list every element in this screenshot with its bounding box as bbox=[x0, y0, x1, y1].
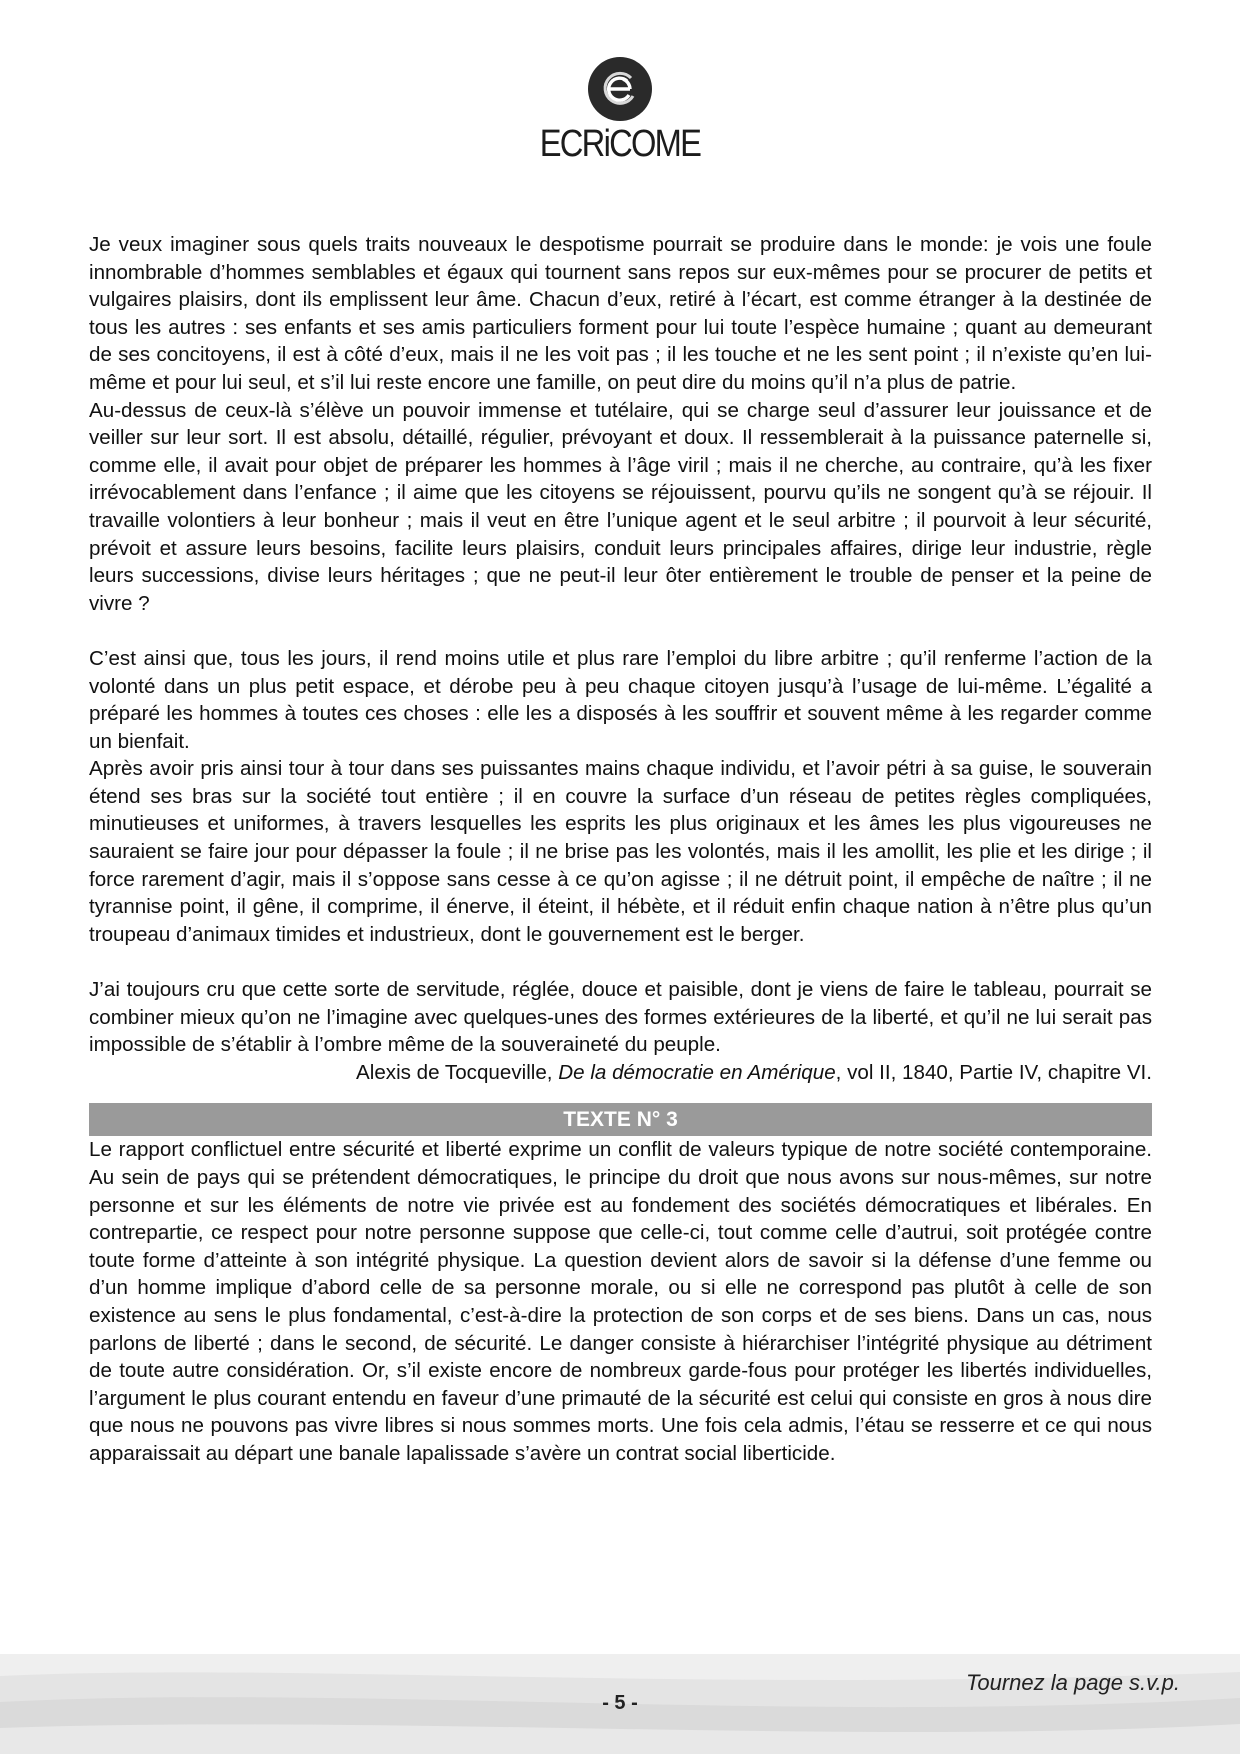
paragraph-spacer bbox=[89, 617, 1152, 645]
page-header bbox=[0, 56, 1240, 164]
citation bbox=[89, 1059, 1152, 1087]
citation-author: Alexis de Tocqueville, bbox=[356, 1060, 559, 1084]
text3-paragraph: Le rapport conflictuel entre sécurité et liberté exprime un conflit de valeurs typique de notre société contemporaine. Au sein de pays qui se prétendent démocratiques, le principe du droit que nous avons sur nous-mêmes, sur notre personne et sur les éléments de notre vie privée est au fondement des sociétés démocratiques et libérales. En contrepartie, ce respect pour notre personne suppose que celle-ci, tout comme celle d’autrui, soit protégée contre toute forme d’atteinte à son intégrité physique. La question devient alors de savoir si la défense d’une femme ou d’un homme implique d’abord celle de sa personne morale, ou si elle ne correspond pas plutôt à celle de son existence au sens le plus fondamental, c’est-à-dire la protection de son corps et de ses biens. Dans un cas, nous parlons de liberté ; dans le second, de sécurité. Le danger consiste à hiérarchiser l’intégrité physique au détriment de toute autre considération. Or, s’il existe encore de nombreux garde-fous pour protéger les libertés individuelles, l’argument le plus courant entendu en faveur d’une primauté de la sécurité est celui qui consiste en gros à nous dire que nous ne pouvons pas vivre libres si nous sommes morts. Une fois cela admis, l’étau se resserre et ce qui nous apparaissait au départ une banale lapalissade s’avère un contrat social liberticide. bbox=[89, 1138, 1152, 1465]
page-footer bbox=[0, 1654, 1240, 1754]
text2-paragraph-3: C’est ainsi que, tous les jours, il rend moins utile et plus rare l’emploi du libre arbitre ; qu’il renferme l’action de la volonté dans un plus petit espace, et dérobe peu à peu chaque citoyen jusqu’à l’usage de lui-même. L’égalité a préparé les hommes à toutes ces choses : elle les a disposés à les souffrir et souvent même à les regarder comme un bienfait. bbox=[89, 646, 1152, 753]
turn-page-note: Tournez la page s.v.p. bbox=[965, 1670, 1180, 1695]
text2-paragraph-1: Je veux imaginer sous quels traits nouveaux le despotisme pourrait se produire dans le monde: je vois une foule innombrable d’hommes semblables et égaux qui tournent sans repos sur eux-mêmes pour se procurer de petits et vulgaires plaisirs, dont ils emplissent leur âme. Chacun d’eux, retiré à l’écart, est comme étranger à la destinée de tous les autres : ses enfants et ses amis particuliers forment pour lui toute l’espèce humaine ; quant au demeurant de ses concitoyens, il est à côté d’eux, mais il ne les voit pas ; il les touche et ne les sent point ; il n’existe qu’en lui-même et pour lui seul, et s’il lui reste encore une famille, on peut dire du moins qu’il n’a plus de patrie. bbox=[89, 233, 1152, 394]
ecricome-e-icon bbox=[587, 56, 653, 122]
text2-paragraph-4: Après avoir pris ainsi tour à tour dans ses puissantes mains chaque individu, et l’avoir pétri à sa guise, le souverain étend ses bras sur la société tout entière ; il en couvre la surface d’un réseau de petites règles compliquées, minutieuses et uniformes, à travers lesquelles les esprits les plus originaux et les âmes les plus vigoureuses ne sauraient se faire jour pour dépasser la foule ; il ne brise pas les volontés, mais il les amollit, les plie et les dirige ; il force rarement d’agir, mais il s’oppose sans cesse à ce qu’on agisse ; il ne détruit point, il empêche de naître ; il ne tyrannise point, il gêne, il comprime, il énerve, il éteint, il hébète, et il réduit enfin chaque nation à n’être plus qu’un troupeau d’animaux timides et industrieux, dont le gouvernement est le berger. bbox=[89, 757, 1152, 946]
logo-text: ECRiCOME bbox=[539, 123, 701, 165]
document-body bbox=[89, 231, 1152, 1468]
text2-paragraph-2: Au-dessus de ceux-là s’élève un pouvoir immense et tutélaire, qui se charge seul d’assurer leur jouissance et de veiller sur leur sort. Il est absolu, détaillé, régulier, prévoyant et doux. Il ressemblerait à la puissance paternelle si, comme elle, il avait pour objet de préparer les hommes à l’âge viril ; mais il ne cherche, au contraire, qu’à les fixer irrévocablement dans l’enfance ; il aime que les citoyens se réjouissent, pourvu qu’ils ne songent qu’à se réjouir. Il travaille volontiers à leur bonheur ; mais il veut en être l’unique agent et le seul arbitre ; il pourvoit à leur sécurité, prévoit et assure leurs besoins, facilite leurs plaisirs, conduit leurs principales affaires, dirige leur industrie, règle leurs successions, divise leurs héritages ; que ne peut-il leur ôter entièrement le trouble de penser et la peine de vivre ? bbox=[89, 398, 1152, 615]
paragraph-spacer bbox=[89, 948, 1152, 976]
citation-work: De la démocratie en Amérique bbox=[558, 1060, 836, 1084]
section-heading-banner: TEXTE N° 3 bbox=[89, 1103, 1152, 1136]
citation-details: , vol II, 1840, Partie IV, chapitre VI. bbox=[835, 1060, 1152, 1084]
page-number: - 5 - bbox=[602, 1692, 638, 1714]
text2-paragraph-5: J’ai toujours cru que cette sorte de servitude, réglée, douce et paisible, dont je viens de faire le tableau, pourrait se combiner mieux qu’on ne l’imagine avec quelques-unes des formes extérieures de la liberté, et qu’il ne lui serait pas impossible de s’établir à l’ombre même de la souveraineté du peuple. bbox=[89, 978, 1152, 1057]
